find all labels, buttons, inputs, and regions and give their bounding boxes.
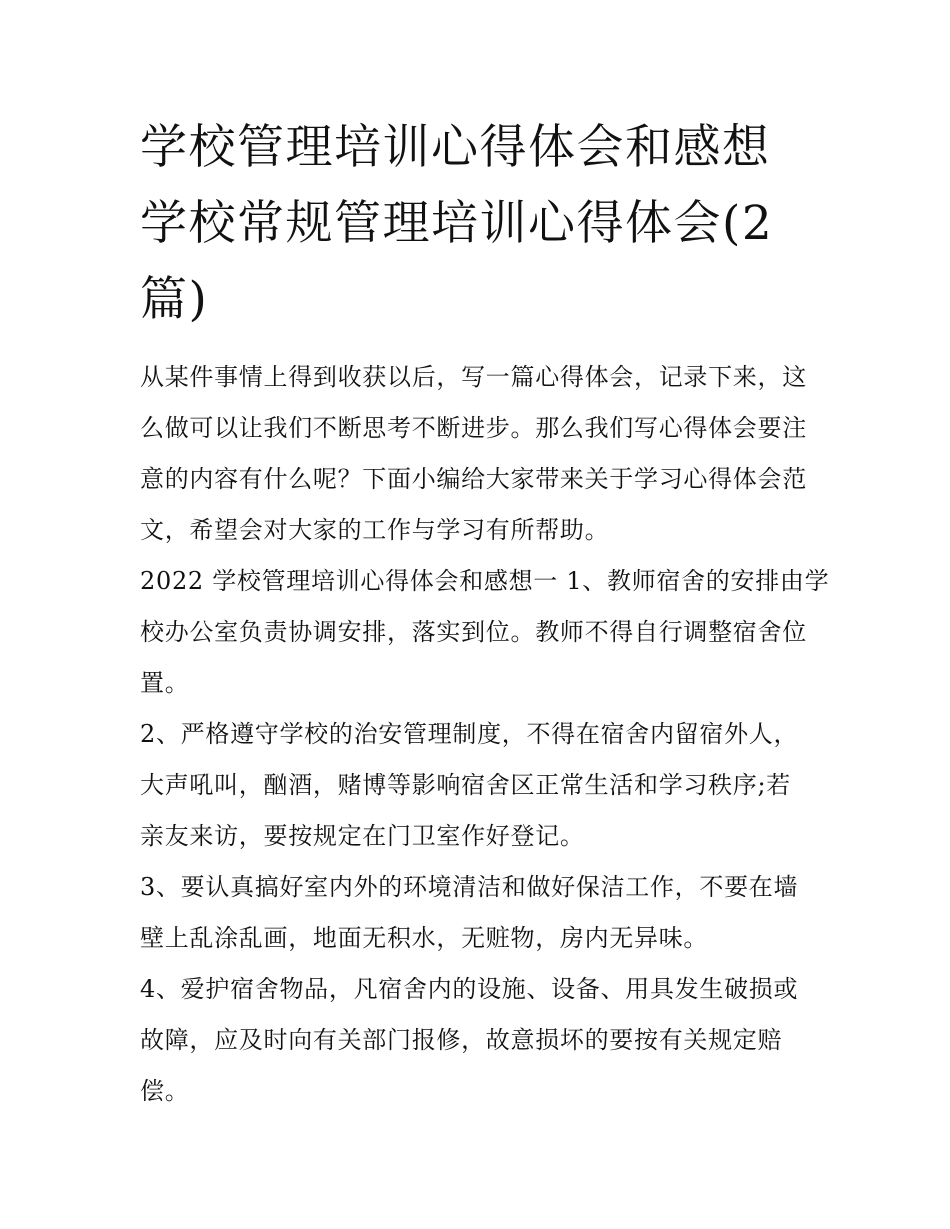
title-line: 学校常规管理培训心得体会(2 xyxy=(140,196,774,251)
paragraph-line: 从某件事情上得到收获以后，写一篇心得体会，记录下来，这 xyxy=(140,363,807,391)
title-line: 篇) xyxy=(140,272,209,327)
document-body xyxy=(140,352,840,1117)
paragraph xyxy=(140,709,840,862)
paragraph-line: 大声吼叫，酗酒，赌博等影响宿舍区正常生活和学习秩序;若 xyxy=(140,771,791,799)
paragraph xyxy=(140,862,840,964)
paragraph-line: 故障，应及时向有关部门报修，故意损坏的要按有关规定赔 xyxy=(140,1026,783,1054)
paragraph-line: 意的内容有什么呢？下面小编给大家带来关于学习心得体会范 xyxy=(140,465,807,493)
paragraph-line: 3、要认真搞好室内外的环境清洁和做好保洁工作，不要在墙 xyxy=(140,873,799,901)
paragraph-line: 偿。 xyxy=(140,1077,190,1105)
paragraph-line: 文，希望会对大家的工作与学习有所帮助。 xyxy=(140,516,610,544)
paragraph-line: 校办公室负责协调安排，落实到位。教师不得自行调整宿舍位 xyxy=(140,618,807,646)
paragraph xyxy=(140,556,840,709)
paragraph-line: 4、爱护宿舍物品，凡宿舍内的设施、设备、用具发生破损或 xyxy=(140,975,799,1003)
title-line: 学校管理培训心得体会和感想 xyxy=(140,120,771,175)
paragraph-line: 2、严格遵守学校的治安管理制度，不得在宿舍内留宿外人， xyxy=(140,720,799,748)
paragraph-line: 亲友来访，要按规定在门卫室作好登记。 xyxy=(140,822,585,850)
paragraph-line: 2022 学校管理培训心得体会和感想一 1、教师宿舍的安排由学 xyxy=(140,567,830,595)
paragraph xyxy=(140,352,840,556)
document-title xyxy=(140,110,860,338)
paragraph xyxy=(140,964,840,1117)
paragraph-line: 置。 xyxy=(140,669,190,697)
paragraph-line: 壁上乱涂乱画，地面无积水，无赃物，房内无异味。 xyxy=(140,924,709,952)
paragraph-line: 么做可以让我们不断思考不断进步。那么我们写心得体会要注 xyxy=(140,414,807,442)
